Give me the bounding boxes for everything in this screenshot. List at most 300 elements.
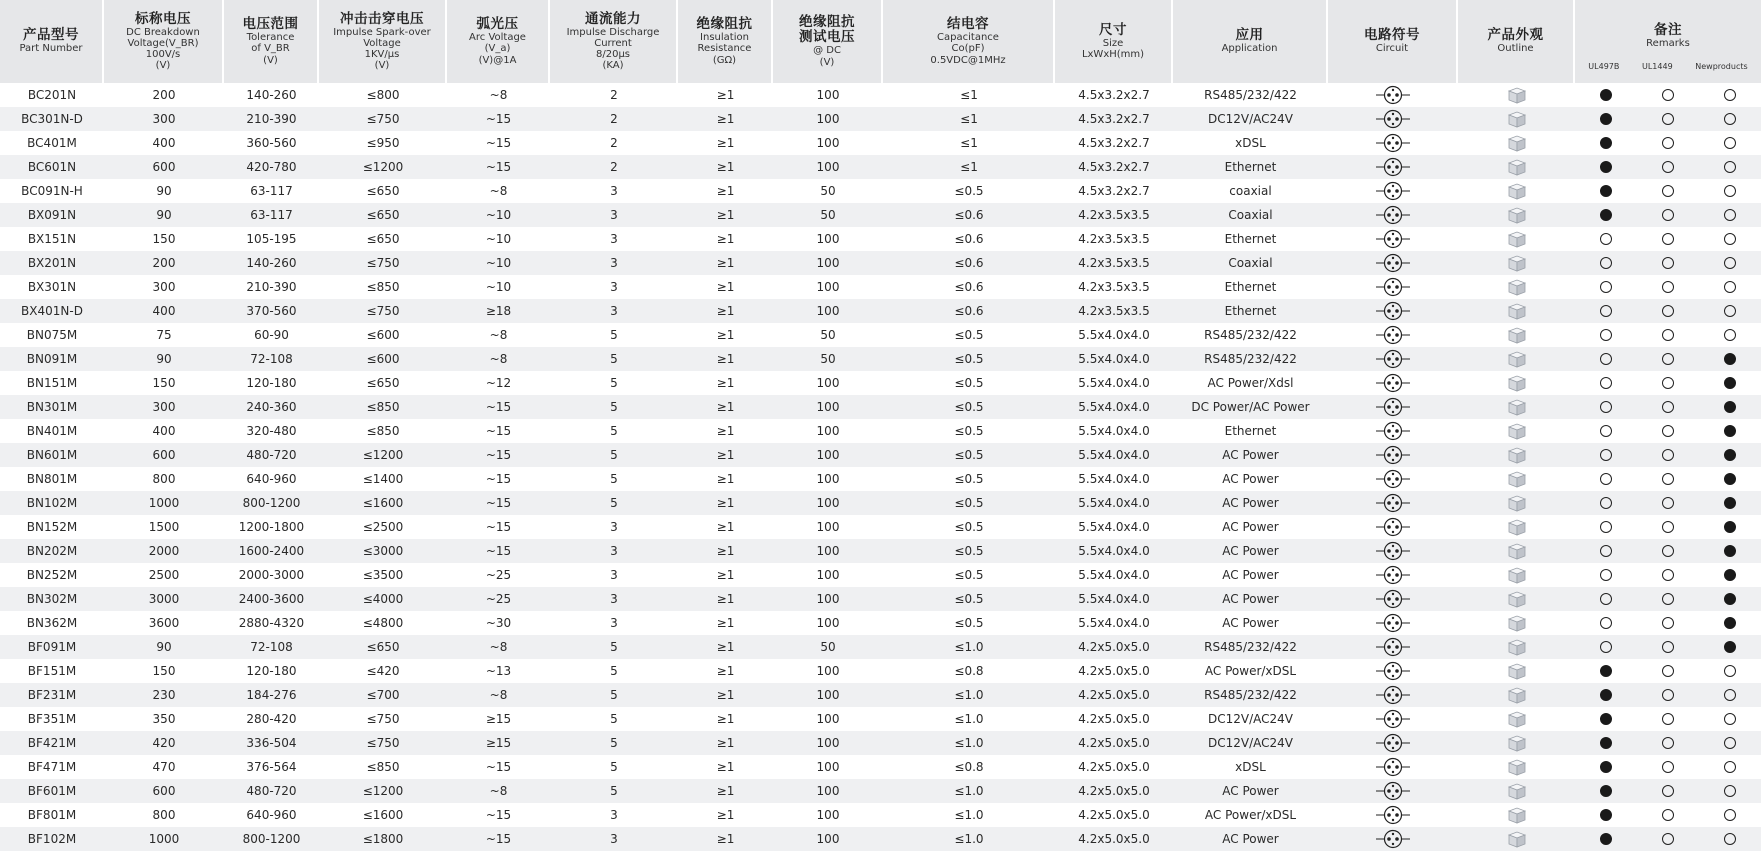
breakdown-voltage-cell: 150 — [152, 664, 176, 678]
col-header-remarks: 备注 Remarks UL497B UL1449 Newproducts — [1575, 0, 1761, 83]
gdt-circuit-symbol-icon — [1374, 733, 1412, 753]
gdt-circuit-symbol-icon — [1374, 205, 1412, 225]
breakdown-voltage-cell: 400 — [152, 136, 176, 150]
remarks-cell — [1575, 395, 1761, 419]
remarks-cell — [1575, 131, 1761, 155]
remark-newproducts-mark — [1724, 689, 1736, 701]
arc-voltage-cell: ~10 — [485, 232, 512, 246]
breakdown-voltage-cell: 1000 — [104, 491, 224, 515]
size-cell: 4.2x5.0x5.0 — [1055, 827, 1173, 851]
spark-over-cell: ≤1600 — [362, 808, 404, 822]
spark-over-cell: ≤650 — [366, 232, 400, 246]
spark-over-cell: ≤750 — [319, 107, 447, 131]
part-number-cell: BN202M — [0, 539, 104, 563]
arc-voltage-cell: ~15 — [447, 827, 550, 851]
spark-over-cell: ≤850 — [366, 280, 400, 294]
tolerance-cell: 376-564 — [246, 760, 297, 774]
tolerance-cell: 120-180 — [246, 376, 297, 390]
size-cell: 4.2x5.0x5.0 — [1078, 808, 1150, 822]
table-row — [0, 635, 1761, 659]
table-row — [0, 683, 1761, 707]
capacitance-cell: ≤0.5 — [883, 395, 1055, 419]
application-cell: Coaxial — [1173, 203, 1328, 227]
col-header-circuit: 电路符号 Circuit — [1328, 0, 1458, 83]
outline-cell — [1458, 539, 1575, 563]
part-number-cell: BF231M — [0, 683, 104, 707]
remark-newproducts-mark — [1724, 161, 1736, 173]
spark-over-cell: ≤1600 — [319, 491, 447, 515]
application-cell: AC Power/Xdsl — [1207, 376, 1294, 390]
remark-newproducts-mark — [1724, 473, 1736, 485]
test-voltage-cell: 100 — [816, 472, 840, 486]
col-header-size: 尺寸 Size LxWxH(mm) — [1055, 0, 1173, 83]
circuit-cell — [1328, 227, 1458, 251]
circuit-cell — [1328, 635, 1458, 659]
circuit-cell — [1328, 83, 1458, 107]
size-cell: 4.2x5.0x5.0 — [1055, 731, 1173, 755]
tolerance-cell: 420-780 — [224, 155, 319, 179]
gdt-package-outline-icon — [1506, 301, 1528, 321]
application-cell: RS485/232/422 — [1173, 347, 1328, 371]
part-number-cell: BF471M — [27, 760, 77, 774]
remark-ul497b-mark — [1600, 401, 1612, 413]
remark-newproducts-mark — [1724, 497, 1736, 509]
application-cell: AC Power/xDSL — [1204, 808, 1297, 822]
circuit-cell — [1328, 155, 1458, 179]
spark-over-cell: ≤3500 — [362, 568, 404, 582]
arc-voltage-cell: ~10 — [447, 251, 550, 275]
outline-cell — [1458, 371, 1575, 395]
remark-ul497b-mark — [1600, 137, 1612, 149]
application-cell: DC12V/AC24V — [1208, 712, 1293, 726]
size-cell: 4.2x5.0x5.0 — [1078, 712, 1150, 726]
circuit-cell — [1328, 755, 1458, 779]
remark-ul497b-mark — [1600, 425, 1612, 437]
tolerance-cell: 2400-3600 — [224, 587, 319, 611]
tolerance-cell: 63-117 — [250, 184, 293, 198]
test-voltage-cell: 100 — [773, 587, 883, 611]
part-number-cell: BX201N — [0, 251, 104, 275]
tolerance-cell: 800-1200 — [224, 491, 319, 515]
gdt-package-outline-icon — [1506, 109, 1528, 129]
discharge-current-cell: 3 — [610, 808, 618, 822]
breakdown-voltage-cell: 470 — [152, 760, 176, 774]
circuit-cell — [1328, 347, 1458, 371]
gdt-package-outline-icon — [1506, 589, 1528, 609]
capacitance-cell: ≤0.5 — [883, 443, 1055, 467]
discharge-current-cell: 5 — [610, 472, 618, 486]
insulation-cell: ≥1 — [716, 328, 735, 342]
application-cell: RS485/232/422 — [1204, 88, 1297, 102]
gdt-circuit-symbol-icon — [1374, 517, 1412, 537]
part-number-cell: BN601M — [0, 443, 104, 467]
remark-ul497b-label: UL497B — [1588, 62, 1620, 72]
remark-ul1449-mark — [1662, 137, 1674, 149]
capacitance-cell: ≤0.6 — [954, 280, 984, 294]
arc-voltage-cell: ~13 — [485, 664, 512, 678]
part-number-cell: BF102M — [0, 827, 104, 851]
tolerance-cell: 370-560 — [224, 299, 319, 323]
gdt-circuit-symbol-icon — [1374, 181, 1412, 201]
outline-cell — [1458, 83, 1575, 107]
breakdown-voltage-cell: 2000 — [104, 539, 224, 563]
gdt-package-outline-icon — [1506, 181, 1528, 201]
capacitance-cell: ≤0.5 — [883, 587, 1055, 611]
outline-cell — [1458, 275, 1575, 299]
gdt-circuit-symbol-icon — [1374, 157, 1412, 177]
discharge-current-cell: 3 — [610, 616, 618, 630]
discharge-current-cell: 3 — [550, 539, 678, 563]
gdt-circuit-symbol-icon — [1374, 685, 1412, 705]
size-cell: 4.5x3.2x2.7 — [1078, 184, 1150, 198]
breakdown-voltage-cell: 90 — [104, 635, 224, 659]
outline-cell — [1458, 227, 1575, 251]
part-number-cell: BN152M — [26, 520, 78, 534]
breakdown-voltage-cell: 90 — [104, 203, 224, 227]
breakdown-voltage-cell: 3600 — [148, 616, 180, 630]
breakdown-voltage-cell: 600 — [104, 443, 224, 467]
gdt-package-outline-icon — [1506, 253, 1528, 273]
remark-ul497b-mark — [1600, 497, 1612, 509]
size-cell: 4.2x3.5x3.5 — [1078, 280, 1150, 294]
remark-ul497b-mark — [1600, 233, 1612, 245]
discharge-current-cell: 5 — [550, 491, 678, 515]
table-row — [0, 491, 1761, 515]
col-header-outline: 产品外观 Outline — [1458, 0, 1575, 83]
remark-newproducts-mark — [1724, 785, 1736, 797]
gdt-circuit-symbol-icon — [1374, 469, 1412, 489]
capacitance-cell: ≤1.0 — [883, 779, 1055, 803]
insulation-cell: ≥1 — [678, 299, 773, 323]
table-row — [0, 563, 1761, 587]
remark-ul497b-mark — [1600, 689, 1612, 701]
size-cell: 5.5x4.0x4.0 — [1055, 587, 1173, 611]
tolerance-cell: 210-390 — [246, 280, 297, 294]
insulation-cell: ≥1 — [678, 635, 773, 659]
gdt-package-outline-icon — [1506, 85, 1528, 105]
circuit-cell — [1328, 443, 1458, 467]
remarks-cell — [1575, 587, 1761, 611]
circuit-cell — [1328, 707, 1458, 731]
circuit-cell — [1328, 299, 1458, 323]
gdt-package-outline-icon — [1506, 613, 1528, 633]
remarks-cell — [1575, 467, 1761, 491]
outline-cell — [1458, 683, 1575, 707]
arc-voltage-cell: ~15 — [447, 491, 550, 515]
remark-newproducts-mark — [1724, 737, 1736, 749]
remarks-cell — [1575, 635, 1761, 659]
insulation-cell: ≥1 — [716, 88, 735, 102]
discharge-current-cell: 3 — [610, 280, 618, 294]
col-header-spark-over-voltage: 冲击击穿电压 Impulse Spark-over Voltage 1KV/μs (V) — [319, 0, 447, 83]
table-row — [0, 803, 1761, 827]
size-cell: 4.5x3.2x2.7 — [1055, 155, 1173, 179]
size-cell: 4.2x5.0x5.0 — [1055, 683, 1173, 707]
remark-ul1449-mark — [1662, 353, 1674, 365]
remark-newproducts-mark — [1724, 521, 1736, 533]
test-voltage-cell: 100 — [816, 88, 840, 102]
col-header-capacitance: 结电容 Capacitance Co(pF) 0.5VDC@1MHz — [883, 0, 1055, 83]
gdt-circuit-symbol-icon — [1374, 277, 1412, 297]
remarks-cell — [1575, 227, 1761, 251]
capacitance-cell: ≤0.5 — [883, 491, 1055, 515]
spark-over-cell: ≤1200 — [319, 155, 447, 179]
insulation-cell: ≥1 — [678, 395, 773, 419]
size-cell: 5.5x4.0x4.0 — [1055, 443, 1173, 467]
insulation-cell: ≥1 — [716, 616, 735, 630]
remark-ul1449-mark — [1662, 209, 1674, 221]
gdt-package-outline-icon — [1506, 781, 1528, 801]
gdt-package-outline-icon — [1506, 829, 1528, 849]
capacitance-cell: ≤0.5 — [954, 616, 984, 630]
arc-voltage-cell: ~15 — [485, 472, 512, 486]
arc-voltage-cell: ~30 — [485, 616, 512, 630]
test-voltage-cell: 100 — [816, 424, 840, 438]
application-cell: Ethernet — [1224, 280, 1277, 294]
gdt-package-outline-icon — [1506, 805, 1528, 825]
circuit-cell — [1328, 803, 1458, 827]
spark-over-cell: ≤650 — [366, 376, 400, 390]
discharge-current-cell: 2 — [610, 136, 618, 150]
arc-voltage-cell: ~15 — [485, 424, 512, 438]
remarks-cell — [1575, 563, 1761, 587]
spark-over-cell: ≤750 — [319, 731, 447, 755]
remarks-cell — [1575, 827, 1761, 851]
outline-cell — [1458, 467, 1575, 491]
remarks-cell — [1575, 251, 1761, 275]
insulation-cell: ≥1 — [678, 587, 773, 611]
test-voltage-cell: 100 — [816, 280, 840, 294]
outline-cell — [1458, 827, 1575, 851]
application-cell: AC Power — [1173, 443, 1328, 467]
capacitance-cell: ≤1.0 — [883, 635, 1055, 659]
remark-ul497b-mark — [1600, 833, 1612, 845]
gdt-package-outline-icon — [1506, 661, 1528, 681]
tolerance-cell: 210-390 — [224, 107, 319, 131]
outline-cell — [1458, 179, 1575, 203]
capacitance-cell: ≤0.5 — [883, 347, 1055, 371]
discharge-current-cell: 5 — [610, 376, 618, 390]
spark-over-cell: ≤1200 — [319, 443, 447, 467]
capacitance-cell: ≤1 — [883, 155, 1055, 179]
remark-newproducts-mark — [1724, 233, 1736, 245]
size-cell: 5.5x4.0x4.0 — [1078, 520, 1150, 534]
spark-over-cell: ≤4800 — [362, 616, 404, 630]
tolerance-cell: 2880-4320 — [238, 616, 305, 630]
part-number-cell: BX091N — [0, 203, 104, 227]
test-voltage-cell: 100 — [773, 443, 883, 467]
capacitance-cell: ≤1.0 — [954, 808, 984, 822]
gdt-circuit-symbol-icon — [1374, 757, 1412, 777]
capacitance-cell: ≤1 — [883, 107, 1055, 131]
application-cell: Ethernet — [1173, 155, 1328, 179]
discharge-current-cell: 5 — [550, 731, 678, 755]
gdt-package-outline-icon — [1506, 493, 1528, 513]
tolerance-cell: 320-480 — [246, 424, 297, 438]
arc-voltage-cell: ~25 — [447, 587, 550, 611]
remark-newproducts-mark — [1724, 401, 1736, 413]
size-cell: 4.5x3.2x2.7 — [1055, 107, 1173, 131]
outline-cell — [1458, 491, 1575, 515]
breakdown-voltage-cell: 1000 — [104, 827, 224, 851]
discharge-current-cell: 3 — [550, 827, 678, 851]
test-voltage-cell: 50 — [773, 203, 883, 227]
remark-ul1449-mark — [1662, 89, 1674, 101]
capacitance-cell: ≤1 — [960, 88, 978, 102]
insulation-cell: ≥1 — [716, 232, 735, 246]
application-cell: AC Power — [1173, 827, 1328, 851]
circuit-cell — [1328, 371, 1458, 395]
test-voltage-cell: 100 — [816, 616, 840, 630]
tolerance-cell: 480-720 — [224, 779, 319, 803]
gdt-circuit-symbol-icon — [1374, 253, 1412, 273]
insulation-cell: ≥1 — [678, 491, 773, 515]
part-number-cell: BC201N — [27, 88, 77, 102]
remark-ul1449-mark — [1662, 281, 1674, 293]
test-voltage-cell: 100 — [816, 232, 840, 246]
arc-voltage-cell: ~15 — [485, 520, 512, 534]
part-number-cell: BN091M — [0, 347, 104, 371]
outline-cell — [1458, 203, 1575, 227]
remark-ul497b-mark — [1600, 785, 1612, 797]
gdt-package-outline-icon — [1506, 397, 1528, 417]
table-body — [0, 83, 1761, 851]
tolerance-cell: 1600-2400 — [224, 539, 319, 563]
discharge-current-cell: 2 — [550, 107, 678, 131]
spark-over-cell: ≤800 — [366, 88, 400, 102]
tolerance-cell: 1200-1800 — [238, 520, 305, 534]
remark-newproducts-mark — [1724, 617, 1736, 629]
circuit-cell — [1328, 179, 1458, 203]
size-cell: 5.5x4.0x4.0 — [1078, 376, 1150, 390]
table-row — [0, 611, 1761, 635]
outline-cell — [1458, 803, 1575, 827]
table-row — [0, 707, 1761, 731]
remarks-cell — [1575, 155, 1761, 179]
test-voltage-cell: 100 — [773, 539, 883, 563]
remark-newproducts-mark — [1724, 89, 1736, 101]
remark-ul1449-mark — [1662, 425, 1674, 437]
tolerance-cell: 120-180 — [246, 664, 297, 678]
part-number-cell: BC301N-D — [0, 107, 104, 131]
discharge-current-cell: 5 — [610, 424, 618, 438]
arc-voltage-cell: ~15 — [485, 760, 512, 774]
test-voltage-cell: 100 — [816, 760, 840, 774]
size-cell: 4.2x3.5x3.5 — [1055, 203, 1173, 227]
application-cell: DC12V/AC24V — [1173, 107, 1328, 131]
table-row — [0, 443, 1761, 467]
col-header-insulation-resistance: 绝缘阻抗 Insulation Resistance (GΩ) — [678, 0, 773, 83]
remark-ul1449-mark — [1662, 113, 1674, 125]
table-row — [0, 539, 1761, 563]
breakdown-voltage-cell: 350 — [152, 712, 176, 726]
spark-over-cell: ≤750 — [366, 712, 400, 726]
remark-ul497b-mark — [1600, 161, 1612, 173]
remark-ul1449-mark — [1662, 521, 1674, 533]
discharge-current-cell: 5 — [550, 635, 678, 659]
remarks-cell — [1575, 659, 1761, 683]
gdt-circuit-symbol-icon — [1374, 109, 1412, 129]
remark-ul497b-mark — [1600, 545, 1612, 557]
test-voltage-cell: 100 — [816, 520, 840, 534]
remark-ul497b-mark — [1600, 329, 1612, 341]
size-cell: 4.5x3.2x2.7 — [1078, 136, 1150, 150]
breakdown-voltage-cell: 150 — [152, 376, 176, 390]
part-number-cell: BN362M — [26, 616, 78, 630]
outline-cell — [1458, 299, 1575, 323]
size-cell: 5.5x4.0x4.0 — [1055, 395, 1173, 419]
table-row — [0, 179, 1761, 203]
discharge-current-cell: 5 — [550, 395, 678, 419]
breakdown-voltage-cell: 150 — [152, 232, 176, 246]
outline-cell — [1458, 347, 1575, 371]
application-cell: Ethernet — [1224, 424, 1277, 438]
arc-voltage-cell: ~15 — [447, 107, 550, 131]
test-voltage-cell: 50 — [773, 347, 883, 371]
remark-ul497b-mark — [1600, 473, 1612, 485]
discharge-current-cell: 5 — [610, 328, 618, 342]
remarks-cell — [1575, 419, 1761, 443]
outline-cell — [1458, 587, 1575, 611]
remarks-cell — [1575, 683, 1761, 707]
part-number-cell: BF351M — [27, 712, 77, 726]
application-cell: AC Power/xDSL — [1204, 664, 1297, 678]
remark-ul1449-mark — [1662, 809, 1674, 821]
gdt-package-outline-icon — [1506, 685, 1528, 705]
size-cell: 4.2x3.5x3.5 — [1055, 251, 1173, 275]
insulation-cell: ≥1 — [678, 203, 773, 227]
spark-over-cell: ≤420 — [366, 664, 400, 678]
part-number-cell: BC601N — [0, 155, 104, 179]
table-row — [0, 323, 1761, 347]
remark-newproducts-mark — [1724, 569, 1736, 581]
part-number-cell: BC401M — [27, 136, 77, 150]
gdt-package-outline-icon — [1506, 469, 1528, 489]
tolerance-cell: 105-195 — [246, 232, 297, 246]
test-voltage-cell: 50 — [820, 184, 836, 198]
application-cell: xDSL — [1235, 760, 1266, 774]
arc-voltage-cell: ~8 — [489, 88, 508, 102]
size-cell: 4.2x3.5x3.5 — [1078, 232, 1150, 246]
breakdown-voltage-cell: 300 — [104, 107, 224, 131]
part-number-cell: BF091M — [0, 635, 104, 659]
arc-voltage-cell: ~15 — [485, 808, 512, 822]
outline-cell — [1458, 443, 1575, 467]
circuit-cell — [1328, 395, 1458, 419]
col-header-arc-voltage: 弧光压 Arc Voltage (V_a) (V)@1A — [447, 0, 550, 83]
gdt-circuit-symbol-icon — [1374, 349, 1412, 369]
gdt-circuit-symbol-icon — [1374, 133, 1412, 153]
outline-cell — [1458, 323, 1575, 347]
header-row — [0, 0, 1761, 83]
insulation-cell: ≥1 — [716, 424, 735, 438]
col-header-tolerance: 电压范围 Tolerance of V_BR (V) — [224, 0, 319, 83]
discharge-current-cell: 5 — [550, 347, 678, 371]
remark-newproducts-mark — [1724, 425, 1736, 437]
remarks-cell — [1575, 299, 1761, 323]
discharge-current-cell: 5 — [610, 760, 618, 774]
remark-ul497b-mark — [1600, 281, 1612, 293]
gdt-circuit-symbol-icon — [1374, 301, 1412, 321]
capacitance-cell: ≤0.5 — [954, 568, 984, 582]
application-cell: Coaxial — [1173, 251, 1328, 275]
outline-cell — [1458, 731, 1575, 755]
remark-ul497b-mark — [1600, 353, 1612, 365]
arc-voltage-cell: ~25 — [485, 568, 512, 582]
outline-cell — [1458, 251, 1575, 275]
tolerance-cell: 640-960 — [246, 472, 297, 486]
remark-ul497b-mark — [1600, 377, 1612, 389]
